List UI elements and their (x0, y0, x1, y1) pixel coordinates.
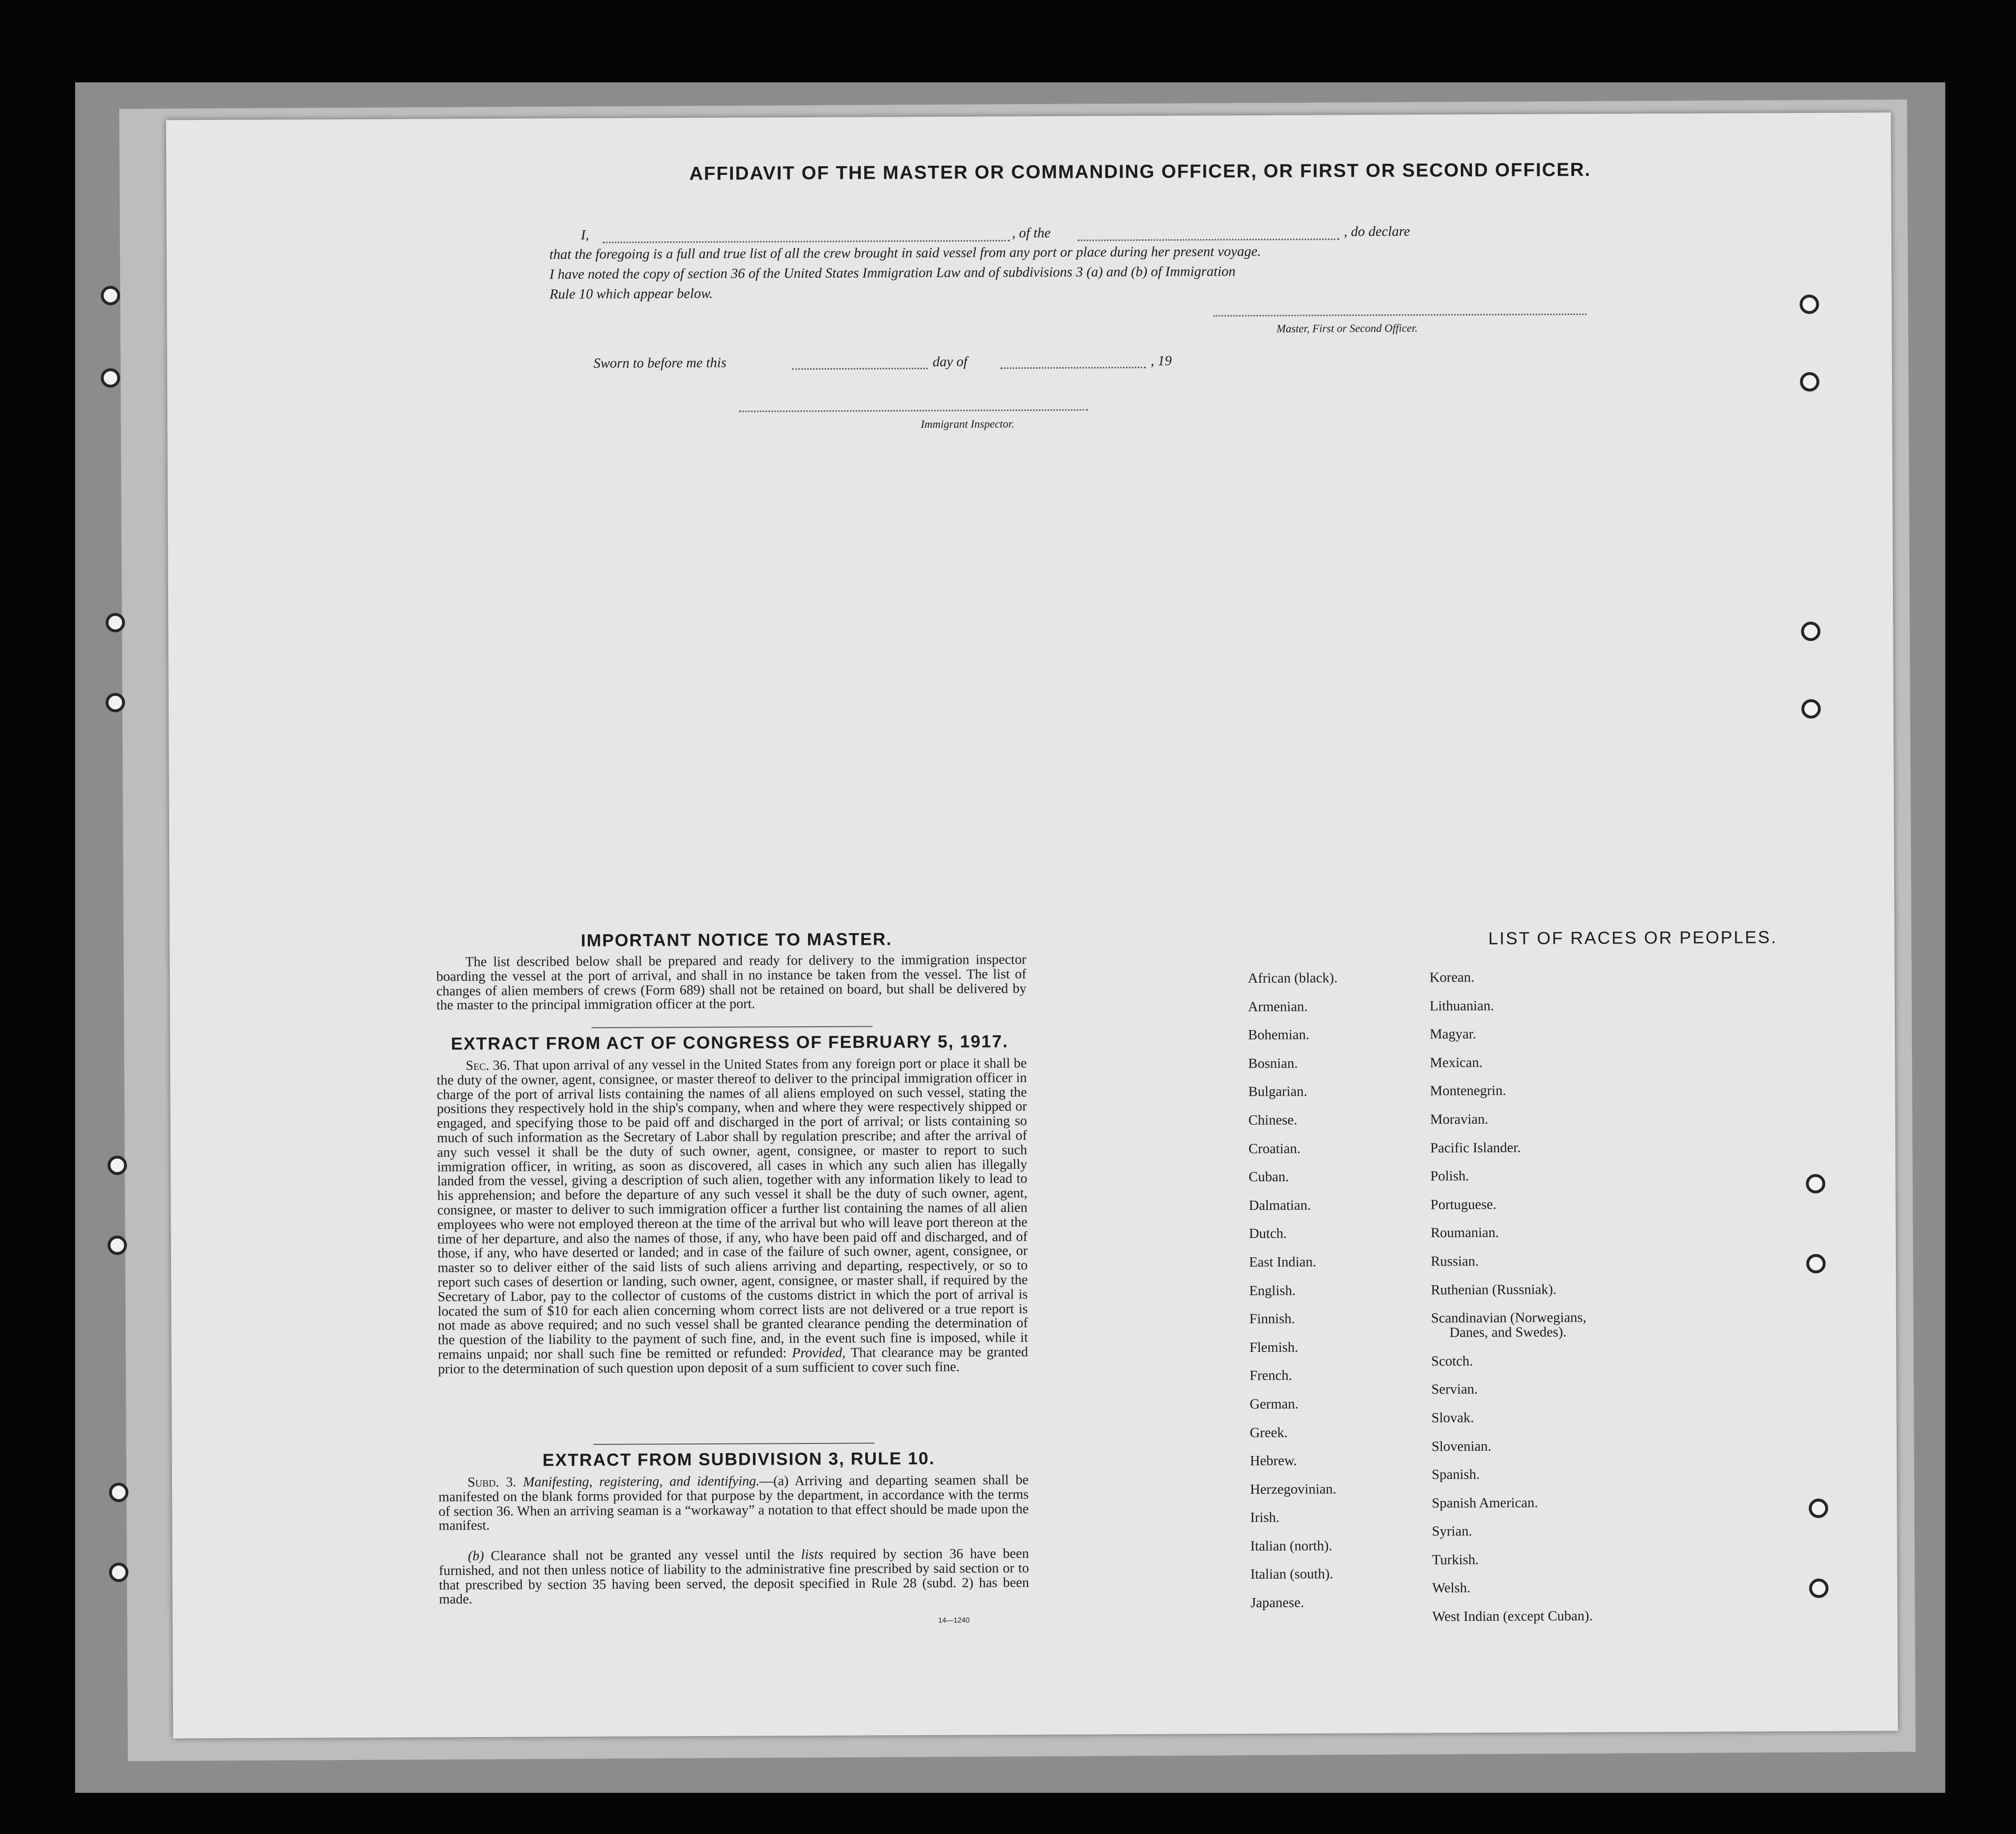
vessel-blank-line (1078, 238, 1339, 241)
lists-keyword: lists (801, 1547, 824, 1563)
race-item: Mexican. (1430, 1054, 1483, 1071)
sworn-day-blank-line (792, 368, 928, 370)
affidavit-line-3: I have noted the copy of section 36 of the United States Immigration Law and of subdivisions 3 (a) and (b) of Immigration (549, 264, 1236, 282)
binder-hole-icon (1806, 1174, 1825, 1193)
act-section-36-text (437, 1056, 1028, 1377)
race-item: Lithuanian. (1429, 998, 1494, 1014)
binder-hole-icon (106, 693, 125, 712)
binder-hole-icon (106, 613, 125, 632)
race-item: English. (1249, 1283, 1296, 1299)
para-b-body-2: required by section 36 have been furnished, and not then unless notice of liability to the administrative fine prescribed by said section or to that prescribed by section 35 having been served, the deposit specified in Rule 28 (subd. 2) has been made. (438, 1546, 1029, 1607)
race-item: Flemish. (1249, 1339, 1298, 1355)
inspector-signature-line (739, 409, 1088, 412)
race-item: Armenian. (1248, 999, 1308, 1015)
binder-hole-icon (1809, 1499, 1828, 1518)
subdivision-label: Subd. 3. (467, 1474, 516, 1490)
race-item: Spanish American. (1432, 1495, 1538, 1511)
race-item: Pacific Islander. (1430, 1140, 1521, 1156)
race-item: Scandinavian (Norwegians, (1431, 1310, 1587, 1326)
race-item: Syrian. (1432, 1523, 1472, 1539)
rule-subdivision-a-text (438, 1473, 1029, 1534)
inspector-signature-label: Immigrant Inspector. (921, 418, 1015, 430)
race-item: Moravian. (1430, 1111, 1488, 1128)
section-body: That upon arrival of any vessel in the United States from any foreign port or place it shall be the duty of the owner, agent, consignee, or master thereof to deliver to the principal immigration officer in charge of the port of arrival lists containing the names of all aliens employed on such vessel, stating the positions they respectively hold in the ship's company, when and where they were respectively shipped or engaged, and specifying those to be paid off and discharged in the port of arrival; or lists containing so much of such information as the Secretary of Labor shall by regulation prescribe; and after the arrival of any such vessel it shall be the duty of such owner, agent, consignee, or master to report to such immigration officer, in writing, as soon as discovered, all cases in which any such alien has illegally landed from the vessel, giving a description of such alien, together with any information likely to lead to his apprehension; and before the departure of any such vessel it shall be the duty of such owner, agent, consignee, or master to deliver to such immigration officer a further list containing the names of all alien employees who were not employed thereon at the time of the arrival but who will leave port thereon at the time of her departure, and also the names of those, if any, who have been paid off and discharged, and of those, if any, who have deserted or landed; and in case of the failure of such owner, agent, consignee, or master so to deliver either of the said lists of such aliens arriving and departing, respectively, or so to report such cases of desertion or landing, such owner, agent, consignee, or master shall, if required by the Secretary of Labor, pay to the collector of customs of the customs district in which the port of arrival is located the sum of $10 for each alien concerning whom correct lists are not delivered or a true report is not made as above required; and no such vessel shall be granted clearance pending the determination of the question of the liability to the payment of such fine, and, in the event such fine is imposed, while it remains unpaid; nor shall such fine be remitted or refunded: (437, 1056, 1028, 1363)
race-item: Servian. (1431, 1381, 1478, 1397)
race-item: Bulgarian. (1248, 1083, 1308, 1100)
race-item: Irish. (1250, 1510, 1280, 1526)
race-item: French. (1249, 1367, 1292, 1384)
race-item: Italian (south). (1250, 1566, 1333, 1583)
subdivision-title: Manifesting, registering, and identifying. (523, 1473, 760, 1490)
binder-hole-icon (109, 1483, 128, 1502)
race-item: Hebrew. (1250, 1453, 1297, 1469)
race-item: Bohemian. (1248, 1027, 1310, 1043)
binder-hole-icon (109, 1563, 128, 1582)
race-item: Roumanian. (1430, 1225, 1499, 1241)
race-item: East Indian. (1249, 1254, 1316, 1270)
crew-list-form-sheet (166, 112, 1898, 1739)
race-item: Danes, and Swedes). (1449, 1324, 1567, 1341)
sworn-year-label: , 19 (1150, 353, 1172, 369)
act-extract-title: EXTRACT FROM ACT OF CONGRESS OF FEBRUARY 5, 1917. (451, 1031, 1009, 1054)
race-item: Finnish. (1249, 1311, 1295, 1327)
race-item: Dalmatian. (1249, 1197, 1311, 1213)
race-item: Bosnian. (1248, 1055, 1298, 1071)
sworn-day-of-label: day of (932, 354, 968, 370)
race-item: Portuguese. (1430, 1196, 1497, 1213)
provided-keyword: Provided, (792, 1345, 846, 1361)
section-divider (594, 1442, 875, 1445)
binder-hole-icon (101, 286, 120, 305)
name-blank-line (603, 240, 1010, 243)
notice-body: The list described below shall be prepared and ready for delivery to the immigration inspector boarding the vessel at the port of arrival, and shall in no instance be taken from the vessel. The list of changes of alien members of crews (Form 689) shall not be retained on board, but shall be delivered by the master to the principal immigration officer at the port. (436, 952, 1027, 1013)
para-b-marker: (b) (468, 1548, 484, 1564)
form-number: 14—1240 (938, 1616, 970, 1625)
race-item: Slovenian. (1431, 1438, 1492, 1454)
para-a-marker: —(a) (759, 1473, 789, 1489)
binder-hole-icon (108, 1156, 127, 1175)
race-item: Ruthenian (Russniak). (1431, 1281, 1557, 1298)
notice-title: IMPORTANT NOTICE TO MASTER. (580, 929, 892, 951)
races-title: LIST OF RACES OR PEOPLES. (1488, 927, 1778, 948)
rule-extract-title: EXTRACT FROM SUBDIVISION 3, RULE 10. (542, 1448, 935, 1470)
race-item: Cuban. (1249, 1169, 1289, 1185)
race-item: Japanese. (1250, 1595, 1304, 1611)
race-item: Croatian. (1248, 1141, 1301, 1157)
race-item: Slovak. (1431, 1410, 1474, 1426)
race-item: Chinese. (1248, 1112, 1297, 1129)
race-item: German. (1250, 1396, 1299, 1412)
race-item: Montenegrin. (1430, 1083, 1506, 1099)
section-divider (592, 1026, 873, 1028)
binder-hole-icon (108, 1236, 127, 1255)
race-item: Scotch. (1431, 1353, 1473, 1369)
race-item: Korean. (1429, 970, 1475, 986)
affidavit-declare-label: , do declare (1344, 223, 1410, 240)
binder-hole-icon (1801, 699, 1821, 719)
binder-hole-icon (1801, 622, 1820, 641)
race-item: Welsh. (1432, 1580, 1471, 1596)
master-signature-line (1214, 314, 1587, 316)
affidavit-line-2: that the foregoing is a full and true list of all the crew brought in said vessel from any port or place during her present voyage. (549, 243, 1261, 263)
binder-hole-icon (1806, 1254, 1826, 1273)
race-item: Magyar. (1429, 1026, 1476, 1042)
master-signature-label: Master, First or Second Officer. (1276, 322, 1418, 335)
race-item: West Indian (except Cuban). (1432, 1608, 1593, 1625)
affidavit-title: AFFIDAVIT OF THE MASTER OR COMMANDING OFFICER, OR FIRST OR SECOND OFFICER. (689, 159, 1591, 185)
section-body-end: That clearance may be granted prior to the determination of such question upon deposit of a sum sufficient to cover such fine. (438, 1344, 1028, 1377)
section-label: Sec. 36. (466, 1058, 510, 1074)
race-item: African (black). (1248, 970, 1338, 987)
race-item: Dutch. (1249, 1226, 1287, 1242)
para-a-body: Arriving and departing seamen shall be manifested on the blank forms provided for that purpose by the department, in accordance with the terms of section 36. When an arriving seaman is a “workaway” a notation to that effect should be made upon the manifest. (438, 1473, 1029, 1534)
rule-subdivision-b-text (439, 1547, 1030, 1607)
affidavit-i-label: I, (580, 227, 589, 243)
races-right-column (1429, 970, 1593, 1638)
affidavit-of-the-label: , of the (1012, 225, 1051, 241)
race-item: Turkish. (1432, 1552, 1479, 1568)
para-b-body-1: Clearance shall not be granted any vessel until the (490, 1547, 795, 1564)
race-item: Spanish. (1431, 1467, 1480, 1483)
binder-hole-icon (101, 368, 120, 388)
binder-hole-icon (1799, 295, 1819, 314)
affidavit-line-4: Rule 10 which appear below. (549, 285, 713, 302)
race-item: Russian. (1430, 1253, 1479, 1270)
races-left-column (1248, 971, 1340, 1624)
race-item: Herzegovinian. (1250, 1481, 1337, 1497)
race-item: Polish. (1430, 1168, 1469, 1184)
race-item: Greek. (1250, 1425, 1288, 1441)
binder-hole-icon (1809, 1579, 1828, 1598)
race-item: Italian (north). (1250, 1538, 1332, 1554)
binder-hole-icon (1800, 372, 1819, 392)
sworn-before-label: Sworn to before me this (593, 355, 727, 371)
sworn-month-blank-line (1000, 367, 1146, 369)
